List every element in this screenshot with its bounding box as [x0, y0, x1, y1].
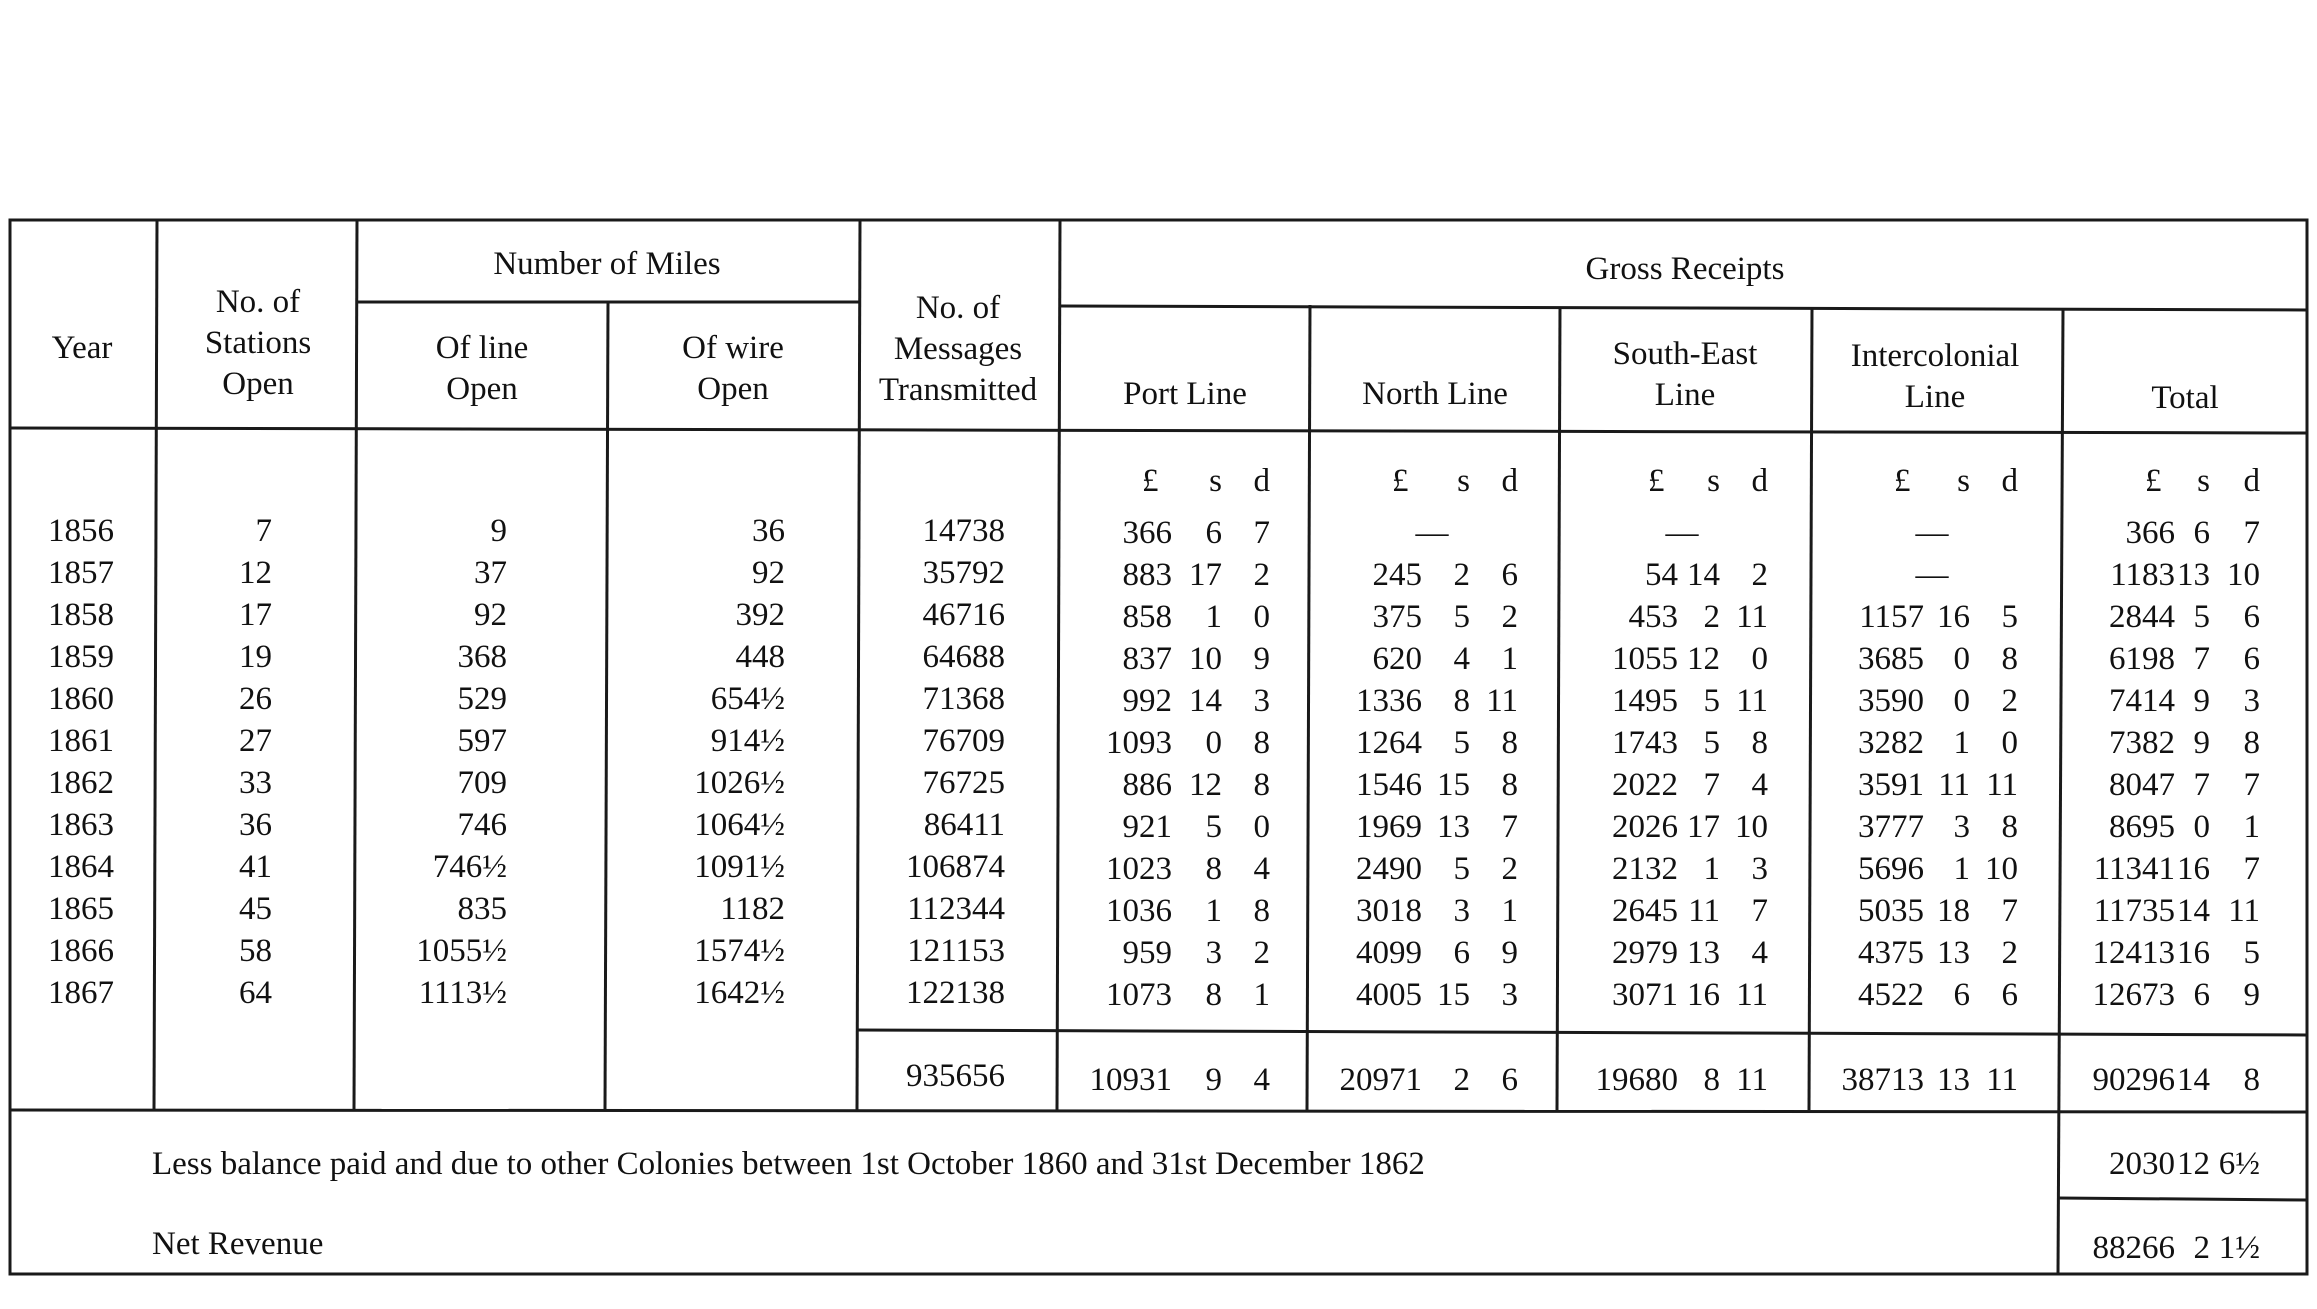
cell-north-pence: 2	[1501, 599, 1518, 635]
cell-total-pounds: 2844	[2109, 599, 2175, 635]
cell-port-shillings: 8	[1205, 977, 1222, 1013]
cell-intercolonial-pence: 5	[2001, 599, 2018, 635]
port-unit-shilling: s	[1209, 463, 1222, 499]
cell-port-shillings: 3	[1205, 935, 1222, 971]
cell-north-pence: 8	[1501, 767, 1518, 803]
cell-intercolonial-pence: 6	[2001, 977, 2018, 1013]
cell-intercolonial-shillings: 1	[1953, 725, 1970, 761]
header-messages-transmitted: No. of Messages Transmitted	[878, 290, 1038, 408]
cell-total-shillings: 5	[2193, 599, 2210, 635]
cell-total-pence: 5	[2243, 935, 2260, 971]
north-unit-shilling: s	[1457, 463, 1470, 499]
cell-total-pence: 3	[2243, 683, 2260, 719]
cell-wire-open: 654½	[710, 681, 785, 717]
header-of-line-open: Of line Open	[435, 330, 529, 407]
cell-north-pounds: 4099	[1356, 935, 1422, 971]
cell-port-pence: 9	[1253, 641, 1270, 677]
cell-intercolonial-pence: 10	[1985, 851, 2018, 887]
cell-messages: 76725	[922, 765, 1005, 801]
cell-messages: 71368	[922, 681, 1005, 717]
cell-line-open: 746½	[432, 849, 507, 885]
cell-intercolonial-pounds: 5035	[1858, 893, 1924, 929]
cell-total-pence: 6	[2243, 599, 2260, 635]
cell-intercolonial-pounds: 5696	[1858, 851, 1924, 887]
cell-messages: 121153	[907, 933, 1005, 969]
cell-total-pence: 9	[2243, 977, 2260, 1013]
cell-messages: 64688	[922, 639, 1005, 675]
cell-year: 1856	[48, 513, 114, 549]
southeast-unit-pence: d	[1751, 463, 1768, 499]
cell-port-pence: 0	[1253, 599, 1270, 635]
cell-wire-open: 1091½	[694, 849, 785, 885]
cell-total-pounds: 1183	[2110, 557, 2175, 593]
cell-southeast-pence: 11	[1736, 599, 1768, 635]
cell-north-pounds: 375	[1372, 599, 1422, 635]
cell-year: 1861	[48, 723, 114, 759]
cell-southeast-shillings: 12	[1687, 641, 1720, 677]
cell-north-pence: 2	[1501, 851, 1518, 887]
cell-stations: 45	[239, 891, 272, 927]
header-number-of-miles: Number of Miles	[493, 246, 721, 282]
cell-north-shillings: 13	[1437, 809, 1470, 845]
cell-southeast-pence: 0	[1751, 641, 1768, 677]
cell-southeast-pounds: 1495	[1612, 683, 1678, 719]
cell-southeast-shillings: 13	[1687, 935, 1720, 971]
cell-north-pounds: 245	[1372, 557, 1422, 593]
cell-north-pence: 1	[1501, 641, 1518, 677]
header-port-line: Port Line	[1123, 376, 1247, 412]
cell-southeast-shillings: 2	[1703, 599, 1720, 635]
cell-year: 1858	[48, 597, 114, 633]
cell-total-shillings: 16	[2177, 935, 2210, 971]
cell-port-shillings: 12	[1189, 767, 1222, 803]
total-total-shillings: 14	[2177, 1062, 2210, 1098]
cell-north-pence: 7	[1501, 809, 1518, 845]
cell-port-pounds: 1023	[1106, 851, 1172, 887]
cell-port-pence: 8	[1253, 893, 1270, 929]
cell-southeast-shillings: 16	[1687, 977, 1720, 1013]
cell-stations: 36	[239, 807, 272, 843]
cell-total-pence: 7	[2243, 851, 2260, 887]
cell-line-open: 1113½	[418, 975, 507, 1011]
cell-wire-open: 448	[735, 639, 785, 675]
cell-port-pounds: 959	[1122, 935, 1172, 971]
cell-southeast-shillings: 1	[1703, 851, 1720, 887]
cell-wire-open: 914½	[710, 723, 785, 759]
cell-line-open: 529	[457, 681, 507, 717]
cell-southeast-pence: 7	[1751, 893, 1768, 929]
cell-messages: 35792	[922, 555, 1005, 591]
total-intercolonial-pence: 11	[1986, 1062, 2018, 1098]
cell-port-pounds: 837	[1122, 641, 1172, 677]
cell-southeast-pence: 10	[1735, 809, 1768, 845]
cell-total-pence: 7	[2243, 767, 2260, 803]
cell-line-open: 835	[457, 891, 507, 927]
cell-stations: 19	[239, 639, 272, 675]
cell-southeast-shillings: 14	[1687, 557, 1720, 593]
cell-southeast-shillings: 11	[1688, 893, 1720, 929]
cell-intercolonial-pence: 11	[1986, 767, 2018, 803]
cell-north-shillings: 5	[1453, 725, 1470, 761]
cell-stations: 27	[239, 723, 272, 759]
cell-port-pence: 8	[1253, 767, 1270, 803]
cell-messages: 112344	[907, 891, 1005, 927]
cell-port-pounds: 1073	[1106, 977, 1172, 1013]
cell-line-open: 368	[457, 639, 507, 675]
cell-intercolonial-pence: 8	[2001, 809, 2018, 845]
cell-messages: 46716	[922, 597, 1005, 633]
cell-port-shillings: 14	[1189, 683, 1222, 719]
cell-north-pounds: 1264	[1356, 725, 1422, 761]
cell-port-shillings: 0	[1205, 725, 1222, 761]
cell-intercolonial-pounds: 3777	[1858, 809, 1924, 845]
cell-southeast-shillings: 7	[1703, 767, 1720, 803]
cell-port-pounds: 883	[1122, 557, 1172, 593]
cell-southeast-pounds: 1055	[1612, 641, 1678, 677]
total-southeast-pence: 11	[1736, 1062, 1768, 1098]
less-balance-pence: 6½	[2218, 1146, 2260, 1182]
cell-total-pence: 7	[2243, 515, 2260, 551]
header-gross-receipts: Gross Receipts	[1585, 251, 1785, 287]
cell-north-shillings: 3	[1453, 893, 1470, 929]
cell-southeast-pounds: 453	[1628, 599, 1678, 635]
cell-southeast-shillings: 17	[1687, 809, 1720, 845]
cell-intercolonial-shillings: 11	[1938, 767, 1970, 803]
cell-total-shillings: 13	[2177, 557, 2210, 593]
total-north-pence: 6	[1501, 1062, 1518, 1098]
cell-total-shillings: 6	[2193, 977, 2210, 1013]
cell-southeast-shillings: 5	[1703, 683, 1720, 719]
cell-total-shillings: 6	[2193, 515, 2210, 551]
cell-stations: 17	[239, 597, 272, 633]
cell-north-dash: —	[1415, 515, 1449, 551]
cell-total-shillings: 7	[2193, 641, 2210, 677]
cell-north-shillings: 5	[1453, 851, 1470, 887]
cell-port-pounds: 886	[1122, 767, 1172, 803]
cell-intercolonial-shillings: 0	[1953, 683, 1970, 719]
cell-port-pence: 3	[1253, 683, 1270, 719]
cell-north-pounds: 3018	[1356, 893, 1422, 929]
cell-southeast-pounds: 2026	[1612, 809, 1678, 845]
cell-year: 1859	[48, 639, 114, 675]
cell-north-pounds: 1546	[1356, 767, 1422, 803]
cell-north-pence: 6	[1501, 557, 1518, 593]
cell-port-pence: 7	[1253, 515, 1270, 551]
cell-north-shillings: 2	[1453, 557, 1470, 593]
cell-port-pence: 0	[1253, 809, 1270, 845]
cell-stations: 33	[239, 765, 272, 801]
total-port-shillings: 9	[1205, 1062, 1222, 1098]
cell-north-shillings: 6	[1453, 935, 1470, 971]
cell-intercolonial-pounds: 1157	[1859, 599, 1924, 635]
cell-intercolonial-shillings: 16	[1937, 599, 1970, 635]
total-intercolonial-shillings: 13	[1937, 1062, 1970, 1098]
cell-wire-open: 36	[752, 513, 785, 549]
cell-southeast-pence: 8	[1751, 725, 1768, 761]
cell-total-pounds: 8695	[2109, 809, 2175, 845]
cell-intercolonial-pounds: 4522	[1858, 977, 1924, 1013]
less-balance-label: Less balance paid and due to other Colonies between 1st October 1860 and 31st December 1862	[152, 1146, 1425, 1182]
cell-total-pounds: 12673	[2092, 977, 2175, 1013]
cell-year: 1864	[48, 849, 114, 885]
cell-north-pence: 8	[1501, 725, 1518, 761]
cell-port-shillings: 8	[1205, 851, 1222, 887]
cell-southeast-pounds: 2132	[1612, 851, 1678, 887]
cell-stations: 64	[239, 975, 272, 1011]
cell-total-pounds: 11735	[2093, 893, 2175, 929]
cell-southeast-pounds: 54	[1645, 557, 1678, 593]
cell-port-pounds: 366	[1122, 515, 1172, 551]
cell-intercolonial-shillings: 1	[1953, 851, 1970, 887]
cell-total-pence: 11	[2228, 893, 2260, 929]
cell-intercolonial-pounds: 4375	[1858, 935, 1924, 971]
header-of-wire-open: Of wire Open	[682, 330, 784, 407]
less-balance-shillings: 12	[2177, 1146, 2210, 1182]
total-unit-pound: £	[2145, 463, 2162, 499]
cell-year: 1860	[48, 681, 114, 717]
cell-north-pounds: 2490	[1356, 851, 1422, 887]
cell-wire-open: 1064½	[694, 807, 785, 843]
cell-port-shillings: 10	[1189, 641, 1222, 677]
cell-wire-open: 1574½	[694, 933, 785, 969]
cell-line-open: 37	[474, 555, 507, 591]
cell-stations: 58	[239, 933, 272, 969]
net-revenue-label: Net Revenue	[152, 1226, 324, 1262]
cell-intercolonial-pounds: 3282	[1858, 725, 1924, 761]
cell-wire-open: 92	[752, 555, 785, 591]
net-revenue-shillings: 2	[2193, 1230, 2210, 1266]
cell-total-pounds: 6198	[2109, 641, 2175, 677]
cell-line-open: 709	[457, 765, 507, 801]
total-messages: 935656	[906, 1058, 1005, 1094]
cell-total-shillings: 9	[2193, 683, 2210, 719]
cell-total-pounds: 12413	[2092, 935, 2175, 971]
header-south-east-line: South-East Line	[1612, 336, 1758, 413]
cell-north-pence: 1	[1501, 893, 1518, 929]
port-unit-pence: d	[1253, 463, 1270, 499]
cell-stations: 12	[239, 555, 272, 591]
net-revenue-pounds: 88266	[2092, 1230, 2175, 1266]
cell-total-pence: 6	[2243, 641, 2260, 677]
total-intercolonial-pounds: 38713	[1841, 1062, 1924, 1098]
cell-intercolonial-pence: 8	[2001, 641, 2018, 677]
cell-line-open: 597	[457, 723, 507, 759]
cell-port-pounds: 1093	[1106, 725, 1172, 761]
cell-port-pence: 2	[1253, 935, 1270, 971]
cell-intercolonial-shillings: 18	[1937, 893, 1970, 929]
cell-north-pounds: 620	[1372, 641, 1422, 677]
cell-stations: 41	[239, 849, 272, 885]
cell-north-shillings: 15	[1437, 767, 1470, 803]
intercolonial-unit-shilling: s	[1957, 463, 1970, 499]
north-unit-pound: £	[1392, 463, 1409, 499]
cell-total-pounds: 7414	[2109, 683, 2175, 719]
cell-total-pounds: 8047	[2109, 767, 2175, 803]
intercolonial-unit-pence: d	[2001, 463, 2018, 499]
cell-intercolonial-pounds: 3590	[1858, 683, 1924, 719]
cell-year: 1866	[48, 933, 114, 969]
cell-southeast-pounds: 2979	[1612, 935, 1678, 971]
cell-southeast-pounds: 1743	[1612, 725, 1678, 761]
cell-total-pounds: 7382	[2109, 725, 2175, 761]
cell-southeast-pence: 3	[1751, 851, 1768, 887]
cell-messages: 122138	[906, 975, 1005, 1011]
header-north-line: North Line	[1362, 376, 1508, 412]
cell-port-shillings: 6	[1205, 515, 1222, 551]
cell-total-pence: 8	[2243, 725, 2260, 761]
cell-southeast-pence: 4	[1751, 767, 1768, 803]
cell-north-pence: 9	[1501, 935, 1518, 971]
total-port-pounds: 10931	[1089, 1062, 1172, 1098]
cell-total-pence: 10	[2227, 557, 2260, 593]
cell-year: 1857	[48, 555, 114, 591]
cell-port-pence: 8	[1253, 725, 1270, 761]
cell-southeast-pence: 11	[1736, 977, 1768, 1013]
cell-total-shillings: 0	[2193, 809, 2210, 845]
cell-year: 1863	[48, 807, 114, 843]
southeast-unit-shilling: s	[1707, 463, 1720, 499]
cell-north-pounds: 4005	[1356, 977, 1422, 1013]
cell-wire-open: 1026½	[694, 765, 785, 801]
north-unit-pence: d	[1501, 463, 1518, 499]
header-stations-open: No. of Stations Open	[204, 284, 312, 402]
cell-intercolonial-shillings: 3	[1953, 809, 1970, 845]
header-intercolonial-line: Intercolonial Line	[1850, 338, 2020, 415]
cell-messages: 86411	[923, 807, 1005, 843]
cell-messages: 106874	[906, 849, 1005, 885]
cell-total-pence: 1	[2243, 809, 2260, 845]
cell-intercolonial-pounds: 3685	[1858, 641, 1924, 677]
cell-total-pounds: 11341	[2093, 851, 2175, 887]
cell-line-open: 9	[490, 513, 507, 549]
cell-southeast-pence: 11	[1736, 683, 1768, 719]
cell-port-pounds: 858	[1122, 599, 1172, 635]
total-north-shillings: 2	[1453, 1062, 1470, 1098]
cell-intercolonial-pence: 7	[2001, 893, 2018, 929]
cell-north-shillings: 5	[1453, 599, 1470, 635]
cell-north-pence: 3	[1501, 977, 1518, 1013]
cell-port-shillings: 1	[1205, 893, 1222, 929]
cell-messages: 76709	[922, 723, 1005, 759]
total-north-pounds: 20971	[1339, 1062, 1422, 1098]
cell-port-pence: 4	[1253, 851, 1270, 887]
cell-stations: 26	[239, 681, 272, 717]
cell-line-open: 92	[474, 597, 507, 633]
cell-north-pounds: 1336	[1356, 683, 1422, 719]
total-total-pounds: 90296	[2092, 1062, 2175, 1098]
cell-total-shillings: 14	[2177, 893, 2210, 929]
cell-line-open: 1055½	[416, 933, 507, 969]
cell-wire-open: 392	[735, 597, 785, 633]
total-unit-shilling: s	[2197, 463, 2210, 499]
cell-port-pounds: 1036	[1106, 893, 1172, 929]
cell-north-pence: 11	[1486, 683, 1518, 719]
cell-port-pence: 1	[1253, 977, 1270, 1013]
cell-intercolonial-shillings: 13	[1937, 935, 1970, 971]
cell-north-pounds: 1969	[1356, 809, 1422, 845]
southeast-unit-pound: £	[1648, 463, 1665, 499]
cell-total-shillings: 16	[2177, 851, 2210, 887]
cell-north-shillings: 8	[1453, 683, 1470, 719]
net-revenue-pence: 1½	[2218, 1230, 2260, 1266]
cell-southeast-pence: 2	[1751, 557, 1768, 593]
total-southeast-pounds: 19680	[1595, 1062, 1678, 1098]
cell-intercolonial-pence: 2	[2001, 935, 2018, 971]
cell-southeast-dash: —	[1665, 515, 1699, 551]
header-total: Total	[2151, 380, 2219, 416]
cell-intercolonial-dash: —	[1915, 515, 1949, 551]
cell-port-shillings: 1	[1205, 599, 1222, 635]
cell-intercolonial-pence: 0	[2001, 725, 2018, 761]
cell-year: 1865	[48, 891, 114, 927]
cell-port-shillings: 5	[1205, 809, 1222, 845]
header-year: Year	[51, 330, 113, 366]
intercolonial-unit-pound: £	[1894, 463, 1911, 499]
cell-southeast-pounds: 2645	[1612, 893, 1678, 929]
cell-port-pence: 2	[1253, 557, 1270, 593]
cell-intercolonial-shillings: 0	[1953, 641, 1970, 677]
cell-year: 1867	[48, 975, 114, 1011]
cell-port-pounds: 921	[1122, 809, 1172, 845]
cell-intercolonial-shillings: 6	[1953, 977, 1970, 1013]
cell-north-shillings: 4	[1453, 641, 1470, 677]
cell-intercolonial-pounds: 3591	[1858, 767, 1924, 803]
less-balance-pounds: 2030	[2109, 1146, 2175, 1182]
cell-total-pounds: 366	[2125, 515, 2175, 551]
cell-southeast-shillings: 5	[1703, 725, 1720, 761]
cell-north-shillings: 15	[1437, 977, 1470, 1013]
total-port-pence: 4	[1253, 1062, 1270, 1098]
cell-southeast-pounds: 3071	[1612, 977, 1678, 1013]
cell-port-shillings: 17	[1189, 557, 1222, 593]
cell-wire-open: 1182	[720, 891, 785, 927]
port-unit-pound: £	[1142, 463, 1159, 499]
cell-total-shillings: 7	[2193, 767, 2210, 803]
cell-intercolonial-dash: —	[1915, 557, 1949, 593]
cell-stations: 7	[255, 513, 272, 549]
cell-port-pounds: 992	[1122, 683, 1172, 719]
total-total-pence: 8	[2243, 1062, 2260, 1098]
cell-line-open: 746	[457, 807, 507, 843]
cell-southeast-pence: 4	[1751, 935, 1768, 971]
cell-total-shillings: 9	[2193, 725, 2210, 761]
cell-intercolonial-pence: 2	[2001, 683, 2018, 719]
cell-year: 1862	[48, 765, 114, 801]
total-southeast-shillings: 8	[1703, 1062, 1720, 1098]
cell-messages: 14738	[922, 513, 1005, 549]
total-unit-pence: d	[2243, 463, 2260, 499]
cell-wire-open: 1642½	[694, 975, 785, 1011]
cell-southeast-pounds: 2022	[1612, 767, 1678, 803]
